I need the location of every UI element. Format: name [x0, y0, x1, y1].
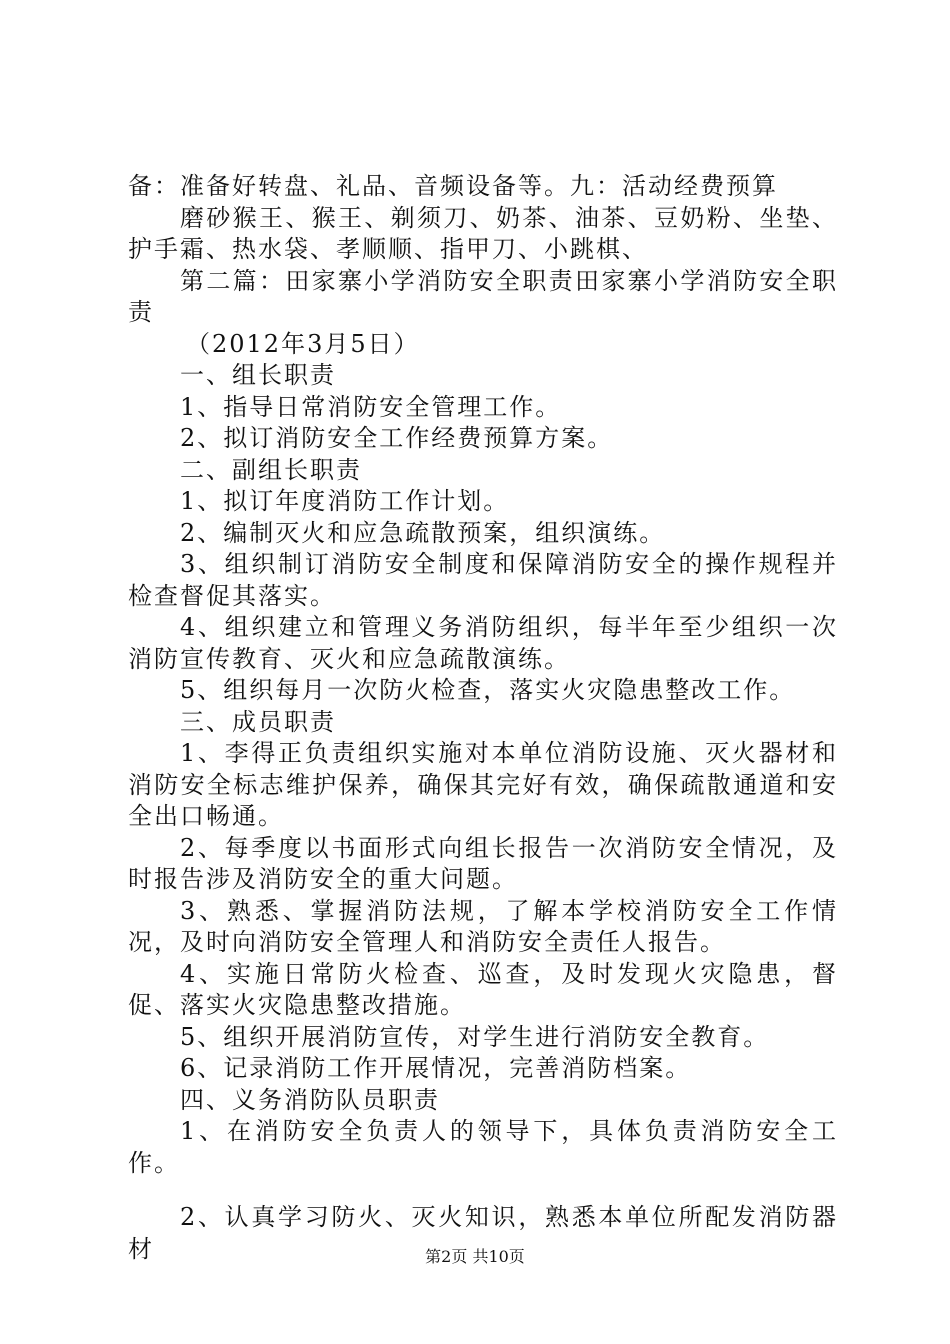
- paragraph-member-duty-4: 4、实施日常防火检查、巡查，及时发现火灾隐患，督促、落实火灾隐患整改措施。: [128, 959, 838, 1019]
- paragraph-member-duty-5: 5、组织开展消防宣传，对学生进行消防安全教育。: [180, 1022, 770, 1051]
- paragraph-volunteer-duty-2: 2、认真学习防火、灭火知识，熟悉本单位所配发消防器材: [128, 1203, 838, 1263]
- paragraph-leader-duty-2: 2、拟订消防安全工作经费预算方案。: [180, 424, 614, 452]
- paragraph-deputy-duty-1: 1、拟订年度消防工作计划。: [180, 487, 510, 515]
- paragraph-date: （2012年3月5日）: [186, 329, 420, 358]
- heading-leader-duties: 一、组长职责: [180, 361, 336, 389]
- paragraph-prize-list: 磨砂猴王、猴王、剃须刀、奶茶、油茶、豆奶粉、坐垫、护手霜、热水袋、孝顺顺、指甲刀、小跳棋、: [128, 203, 838, 263]
- paragraph-leader-duty-1: 1、指导日常消防安全管理工作。: [180, 392, 562, 421]
- paragraph-member-duty-1: 1、李得正负责组织实施对本单位消防设施、灭火器材和消防安全标志维护保养，确保其完好有效，确保疏散通道和安全出口畅通。: [128, 739, 838, 830]
- paragraph-member-duty-2: 2、每季度以书面形式向组长报告一次消防安全情况，及时报告涉及消防安全的重大问题。: [128, 833, 838, 893]
- document-body: [128, 171, 838, 1265]
- paragraph-volunteer-duty-1: 1、在消防安全负责人的领导下，具体负责消防安全工作。: [128, 1117, 838, 1177]
- paragraph-deputy-duty-2: 2、编制灭火和应急疏散预案，组织演练。: [180, 518, 666, 547]
- heading-volunteer-duties: 四、义务消防队员职责: [180, 1085, 440, 1114]
- paragraph-deputy-duty-5: 5、组织每月一次防火检查，落实火灾隐患整改工作。: [180, 676, 796, 704]
- paragraph-section-title: 第二篇：田家寨小学消防安全职责田家寨小学消防安全职责: [128, 266, 838, 326]
- heading-member-duties: 三、成员职责: [180, 707, 336, 736]
- paragraph-deputy-duty-4: 4、组织建立和管理义务消防组织，每半年至少组织一次消防宣传教育、灭火和应急疏散演练。: [128, 613, 838, 673]
- page-footer: 第2页 共10页: [425, 1247, 525, 1266]
- heading-deputy-duties: 二、副组长职责: [180, 455, 362, 484]
- paragraph-deputy-duty-3: 3、组织制订消防安全制度和保障消防安全的操作规程并检查督促其落实。: [128, 550, 838, 610]
- paragraph-member-duty-3: 3、熟悉、掌握消防法规，了解本学校消防安全工作情况，及时向消防安全管理人和消防安全责任人报告。: [128, 896, 838, 956]
- paragraph-prep-budget: 备：准备好转盘、礼品、音频设备等。九：活动经费预算: [128, 172, 778, 200]
- paragraph-member-duty-6: 6、记录消防工作开展情况，完善消防档案。: [180, 1054, 692, 1082]
